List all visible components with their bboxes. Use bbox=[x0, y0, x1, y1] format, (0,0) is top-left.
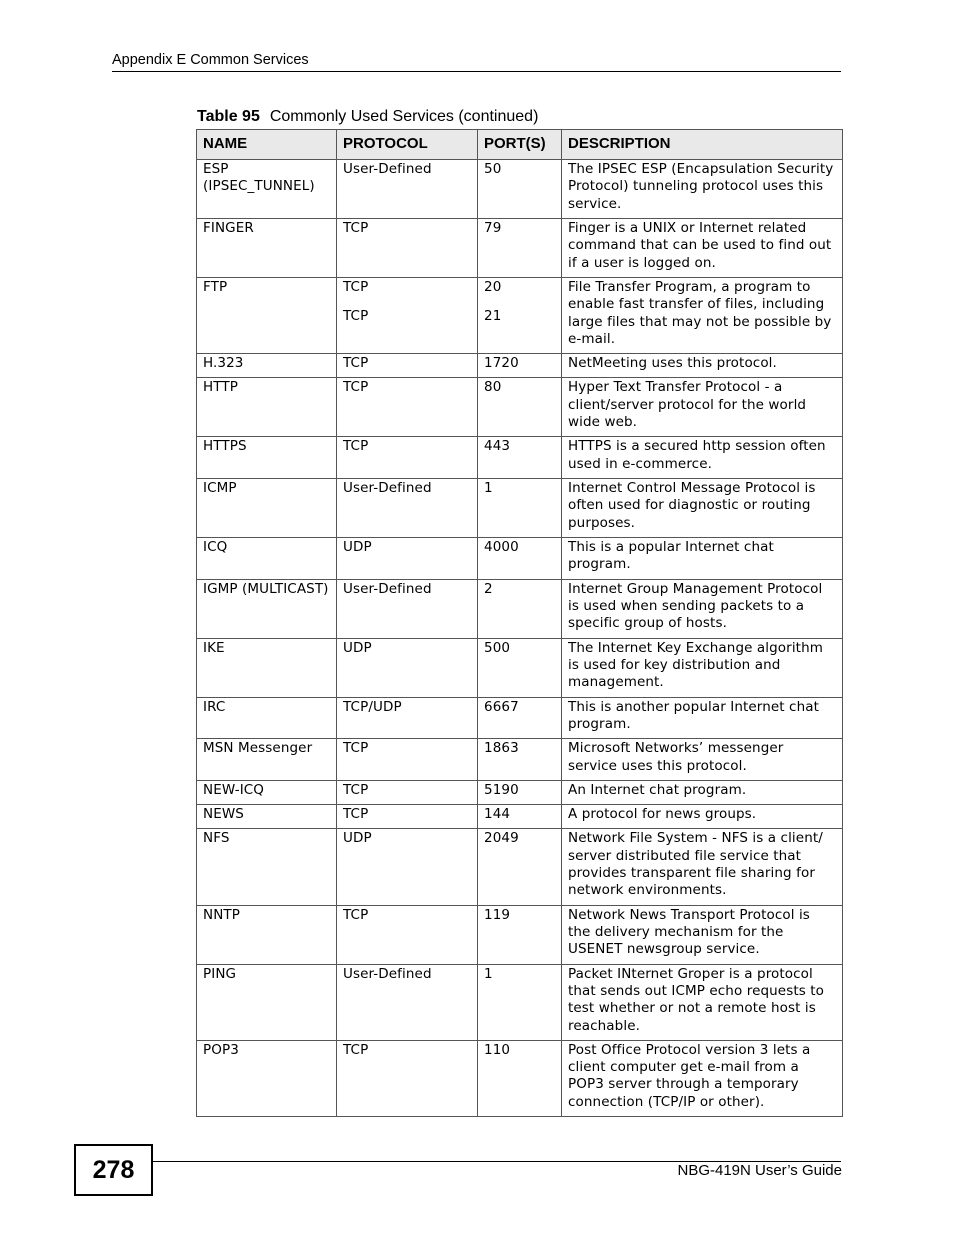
cell-name: IGMP (MULTICAST) bbox=[197, 579, 337, 638]
cell-protocol bbox=[337, 278, 478, 354]
protocol-value: User-Defined bbox=[343, 580, 432, 597]
cell-description: File Transfer Program, a program to enable fast transfer of files, including large files that may not be possible by e-mail. bbox=[562, 278, 843, 354]
cell-name: NEW-ICQ bbox=[197, 780, 337, 804]
table-row bbox=[197, 1040, 843, 1116]
cell-ports bbox=[478, 354, 562, 378]
cell-description: Internet Control Message Protocol is often used for diagnostic or routing purposes. bbox=[562, 479, 843, 538]
cell-ports bbox=[478, 905, 562, 964]
protocol-value: TCP bbox=[343, 438, 369, 455]
table-row bbox=[197, 638, 843, 697]
port-value: 20 bbox=[484, 279, 502, 295]
column-header-protocol: PROTOCOL bbox=[337, 130, 478, 160]
cell-name: HTTPS bbox=[197, 437, 337, 479]
protocol-value: User-Defined bbox=[343, 965, 432, 982]
protocol-value: TCP bbox=[343, 781, 369, 798]
cell-description: NetMeeting uses this protocol. bbox=[562, 354, 843, 378]
cell-protocol bbox=[337, 829, 478, 905]
protocol-value: TCP bbox=[343, 740, 369, 757]
cell-protocol bbox=[337, 160, 478, 219]
port-value: 1720 bbox=[484, 355, 519, 372]
port-value: 5190 bbox=[484, 781, 519, 798]
cell-name: ESP (IPSEC_TUNNEL) bbox=[197, 160, 337, 219]
cell-protocol bbox=[337, 805, 478, 829]
table-row bbox=[197, 160, 843, 219]
protocol-value: TCP bbox=[343, 220, 369, 236]
protocol-value: TCP bbox=[343, 1041, 369, 1058]
cell-name: IRC bbox=[197, 697, 337, 739]
cell-name: FINGER bbox=[197, 219, 337, 278]
table-row bbox=[197, 697, 843, 739]
cell-protocol bbox=[337, 479, 478, 538]
cell-description: The Internet Key Exchange algorithm is used for key distribution and management. bbox=[562, 638, 843, 697]
port-value: 80 bbox=[484, 379, 502, 396]
cell-ports bbox=[478, 378, 562, 437]
cell-name: NNTP bbox=[197, 905, 337, 964]
cell-description: A protocol for news groups. bbox=[562, 805, 843, 829]
cell-ports bbox=[478, 739, 562, 781]
port-value: 21 bbox=[484, 308, 502, 325]
cell-protocol bbox=[337, 905, 478, 964]
table-row bbox=[197, 579, 843, 638]
table-row bbox=[197, 437, 843, 479]
protocol-value: TCP bbox=[343, 906, 369, 923]
table-caption-label: Table 95 bbox=[197, 108, 260, 125]
cell-ports bbox=[478, 780, 562, 804]
services-table bbox=[196, 129, 843, 1117]
cell-name: ICQ bbox=[197, 538, 337, 580]
table-row bbox=[197, 829, 843, 905]
protocol-value: TCP bbox=[343, 355, 369, 372]
port-value: 1 bbox=[484, 480, 493, 497]
protocol-value: TCP/UDP bbox=[343, 698, 402, 715]
cell-ports bbox=[478, 538, 562, 580]
cell-ports bbox=[478, 437, 562, 479]
table-row bbox=[197, 805, 843, 829]
cell-protocol bbox=[337, 739, 478, 781]
table-row bbox=[197, 905, 843, 964]
cell-protocol bbox=[337, 697, 478, 739]
cell-description: Network File System - NFS is a client/ server distributed file service that provides transparent file sharing for network environments. bbox=[562, 829, 843, 905]
port-value: 1 bbox=[484, 965, 493, 982]
cell-ports bbox=[478, 1040, 562, 1116]
cell-ports bbox=[478, 829, 562, 905]
cell-protocol bbox=[337, 437, 478, 479]
cell-name: POP3 bbox=[197, 1040, 337, 1116]
table-row bbox=[197, 538, 843, 580]
protocol-value: TCP bbox=[343, 308, 369, 325]
port-value: 2 bbox=[484, 580, 493, 597]
cell-protocol bbox=[337, 780, 478, 804]
cell-ports bbox=[478, 638, 562, 697]
guide-title: NBG-419N User’s Guide bbox=[677, 1162, 842, 1179]
protocol-value: TCP bbox=[343, 806, 369, 823]
cell-name: FTP bbox=[197, 278, 337, 354]
port-value: 4000 bbox=[484, 539, 519, 556]
cell-description: Network News Transport Protocol is the delivery mechanism for the USENET newsgroup service. bbox=[562, 905, 843, 964]
cell-ports bbox=[478, 278, 562, 354]
cell-name: HTTP bbox=[197, 378, 337, 437]
cell-name: MSN Messenger bbox=[197, 739, 337, 781]
cell-description: Post Office Protocol version 3 lets a client computer get e-mail from a POP3 server through a temporary connection (TCP/IP or other). bbox=[562, 1040, 843, 1116]
header-divider bbox=[112, 71, 841, 72]
port-value: 119 bbox=[484, 906, 511, 923]
protocol-value: User-Defined bbox=[343, 480, 432, 497]
table-caption bbox=[197, 108, 538, 126]
cell-ports bbox=[478, 479, 562, 538]
protocol-value: TCP bbox=[343, 279, 369, 295]
protocol-value: UDP bbox=[343, 830, 372, 847]
cell-description: Packet INternet Groper is a protocol that sends out ICMP echo requests to test whether or not a remote host is reachable. bbox=[562, 964, 843, 1040]
running-header: Appendix E Common Services bbox=[112, 52, 309, 68]
cell-protocol bbox=[337, 354, 478, 378]
table-row bbox=[197, 479, 843, 538]
cell-ports bbox=[478, 964, 562, 1040]
cell-ports bbox=[478, 160, 562, 219]
cell-ports bbox=[478, 697, 562, 739]
table-header-row bbox=[197, 130, 843, 160]
line-gap bbox=[484, 296, 555, 308]
table-row bbox=[197, 780, 843, 804]
protocol-value: TCP bbox=[343, 379, 369, 396]
table-row bbox=[197, 739, 843, 781]
cell-description: An Internet chat program. bbox=[562, 780, 843, 804]
table-row bbox=[197, 354, 843, 378]
cell-protocol bbox=[337, 964, 478, 1040]
table-row bbox=[197, 378, 843, 437]
cell-protocol bbox=[337, 579, 478, 638]
port-value: 110 bbox=[484, 1041, 511, 1058]
table-body bbox=[197, 160, 843, 1117]
cell-description: The IPSEC ESP (Encapsulation Security Protocol) tunneling protocol uses this service. bbox=[562, 160, 843, 219]
port-value: 1863 bbox=[484, 740, 519, 757]
cell-name: NEWS bbox=[197, 805, 337, 829]
page-number: 278 bbox=[74, 1144, 153, 1196]
cell-name: ICMP bbox=[197, 479, 337, 538]
column-header-ports: PORT(S) bbox=[478, 130, 562, 160]
port-value: 500 bbox=[484, 639, 511, 656]
table-row bbox=[197, 219, 843, 278]
cell-protocol bbox=[337, 378, 478, 437]
port-value: 2049 bbox=[484, 830, 519, 847]
cell-description: This is a popular Internet chat program. bbox=[562, 538, 843, 580]
column-header-description: DESCRIPTION bbox=[562, 130, 843, 160]
protocol-value: User-Defined bbox=[343, 161, 432, 177]
cell-ports bbox=[478, 219, 562, 278]
cell-protocol bbox=[337, 219, 478, 278]
cell-protocol bbox=[337, 638, 478, 697]
port-value: 443 bbox=[484, 438, 511, 455]
column-header-name: NAME bbox=[197, 130, 337, 160]
table-row bbox=[197, 964, 843, 1040]
table-row bbox=[197, 278, 843, 354]
cell-name: NFS bbox=[197, 829, 337, 905]
cell-ports bbox=[478, 805, 562, 829]
port-value: 50 bbox=[484, 161, 502, 177]
cell-protocol bbox=[337, 1040, 478, 1116]
cell-description: Microsoft Networks’ messenger service uses this protocol. bbox=[562, 739, 843, 781]
port-value: 79 bbox=[484, 220, 502, 236]
cell-description: Hyper Text Transfer Protocol - a client/server protocol for the world wide web. bbox=[562, 378, 843, 437]
cell-description: Internet Group Management Protocol is used when sending packets to a specific group of hosts. bbox=[562, 579, 843, 638]
port-value: 6667 bbox=[484, 698, 519, 715]
cell-name: IKE bbox=[197, 638, 337, 697]
protocol-value: UDP bbox=[343, 539, 372, 556]
cell-name: PING bbox=[197, 964, 337, 1040]
table-caption-title: Commonly Used Services (continued) bbox=[269, 108, 539, 125]
cell-description: HTTPS is a secured http session often used in e-commerce. bbox=[562, 437, 843, 479]
line-gap bbox=[343, 296, 471, 308]
cell-name: H.323 bbox=[197, 354, 337, 378]
protocol-value: UDP bbox=[343, 639, 372, 656]
cell-ports bbox=[478, 579, 562, 638]
cell-description: This is another popular Internet chat program. bbox=[562, 697, 843, 739]
port-value: 144 bbox=[484, 806, 511, 823]
cell-protocol bbox=[337, 538, 478, 580]
cell-description: Finger is a UNIX or Internet related command that can be used to find out if a user is logged on. bbox=[562, 219, 843, 278]
